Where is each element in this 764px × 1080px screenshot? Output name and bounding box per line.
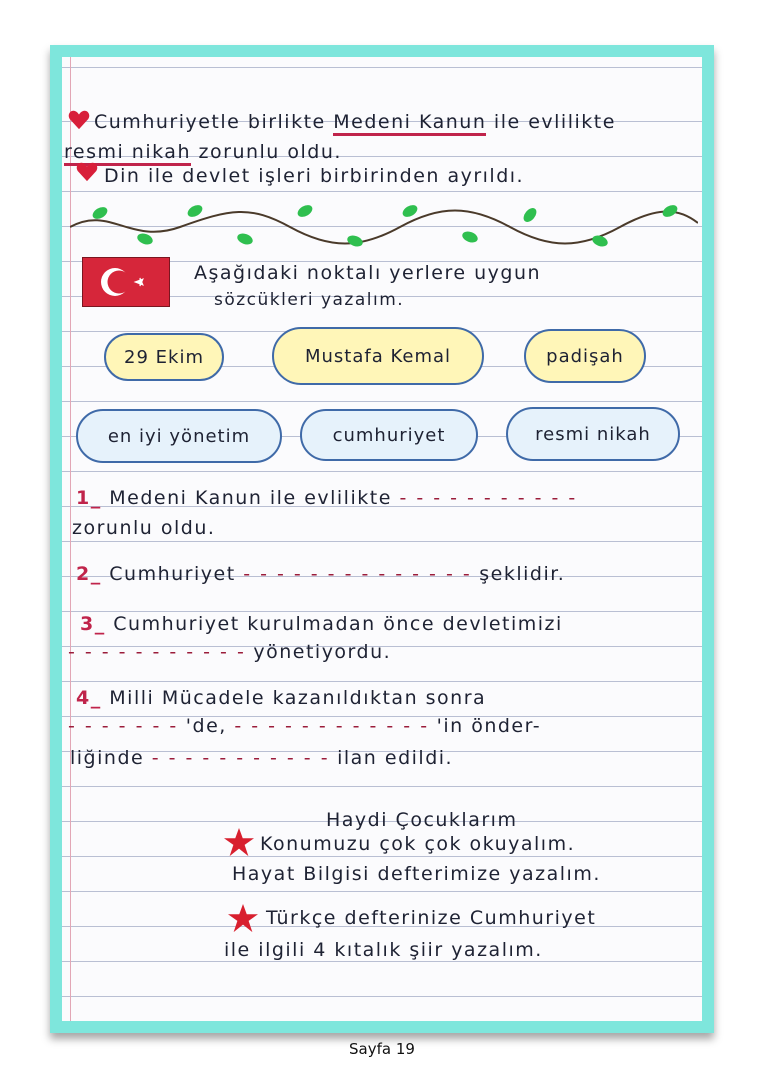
question-text: Cumhuriyet xyxy=(109,563,236,585)
question-text: ilan edildi. xyxy=(337,747,454,769)
star-icon xyxy=(226,903,260,933)
star-icon xyxy=(222,827,256,857)
page-frame xyxy=(50,45,714,1033)
heart-icon xyxy=(76,161,98,183)
vine-decoration xyxy=(70,205,698,255)
question-text: 'de, xyxy=(185,715,227,737)
question-number: 4_ xyxy=(76,687,102,709)
intro-line-1 xyxy=(94,111,616,133)
question-text: şeklidir. xyxy=(479,563,566,585)
question-number: 2_ xyxy=(76,563,102,585)
question-4-line-1 xyxy=(76,687,486,709)
question-2-line xyxy=(76,563,565,585)
closing-title: Haydi Çocuklarım xyxy=(326,809,518,831)
answer-blank: - - - - - - - - - - - xyxy=(151,747,330,769)
answer-blank: - - - - - - - - - - - - - - xyxy=(243,563,472,585)
question-text: Medeni Kanun ile evlilikte xyxy=(109,487,392,509)
question-4-line-3 xyxy=(70,747,453,769)
word-bank-item: 29 Ekim xyxy=(104,333,224,381)
question-text: 'in önder- xyxy=(436,715,542,737)
question-number: 1_ xyxy=(76,487,102,509)
word-bank-item: resmi nikah xyxy=(506,407,680,461)
medeni-kanun-underlined: Medeni Kanun xyxy=(333,111,486,136)
question-3-line-2 xyxy=(68,641,391,663)
question-1-line-2: zorunlu oldu. xyxy=(72,517,216,539)
question-3-line-1 xyxy=(80,613,563,635)
word-bank-item: padişah xyxy=(524,329,646,383)
intro-text: ile evlilikte xyxy=(493,111,616,133)
page-number: Sayfa 19 xyxy=(349,1040,415,1058)
word-bank-item: en iyi yönetim xyxy=(76,409,282,463)
intro-text: zorunlu oldu. xyxy=(198,141,342,163)
closing-item-2-line-1: Türkçe defterinize Cumhuriyet xyxy=(266,907,597,929)
question-4-line-2 xyxy=(68,715,541,737)
closing-item-1-line-1: Konumuzu çok çok okuyalım. xyxy=(260,833,576,855)
intro-text: Cumhuriyetle birlikte xyxy=(94,111,326,133)
margin-line xyxy=(70,57,71,1021)
intro-line-2 xyxy=(64,141,342,163)
answer-blank: - - - - - - - - - - - - xyxy=(234,715,430,737)
heart-icon xyxy=(68,109,90,131)
question-1-line-1 xyxy=(76,487,577,509)
word-bank-item: cumhuriyet xyxy=(300,409,478,461)
answer-blank: - - - - - - - xyxy=(68,715,179,737)
question-text: Milli Mücadele kazanıldıktan sonra xyxy=(109,687,487,709)
closing-item-1-line-2: Hayat Bilgisi defterimize yazalım. xyxy=(232,863,601,885)
intro-line-3: Din ile devlet işleri birbirinden ayrıldı. xyxy=(104,165,525,187)
answer-blank: - - - - - - - - - - - xyxy=(68,641,246,663)
question-text: Cumhuriyet kurulmadan önce devletimizi xyxy=(113,613,563,635)
resmi-nikah-underlined: resmi nikah xyxy=(64,141,191,166)
instruction-line-2: sözcükleri yazalım. xyxy=(214,290,405,310)
instruction-line-1: Aşağıdaki noktalı yerlere uygun xyxy=(194,262,542,284)
turkish-flag-icon xyxy=(82,257,170,307)
question-text: liğinde xyxy=(70,747,145,769)
question-text: yönetiyordu. xyxy=(253,641,392,663)
question-number: 3_ xyxy=(80,613,106,635)
word-bank-item: Mustafa Kemal xyxy=(272,327,484,385)
answer-blank: - - - - - - - - - - - xyxy=(399,487,578,509)
closing-item-2-line-2: ile ilgili 4 kıtalık şiir yazalım. xyxy=(224,939,543,961)
notebook-paper xyxy=(62,57,702,1021)
